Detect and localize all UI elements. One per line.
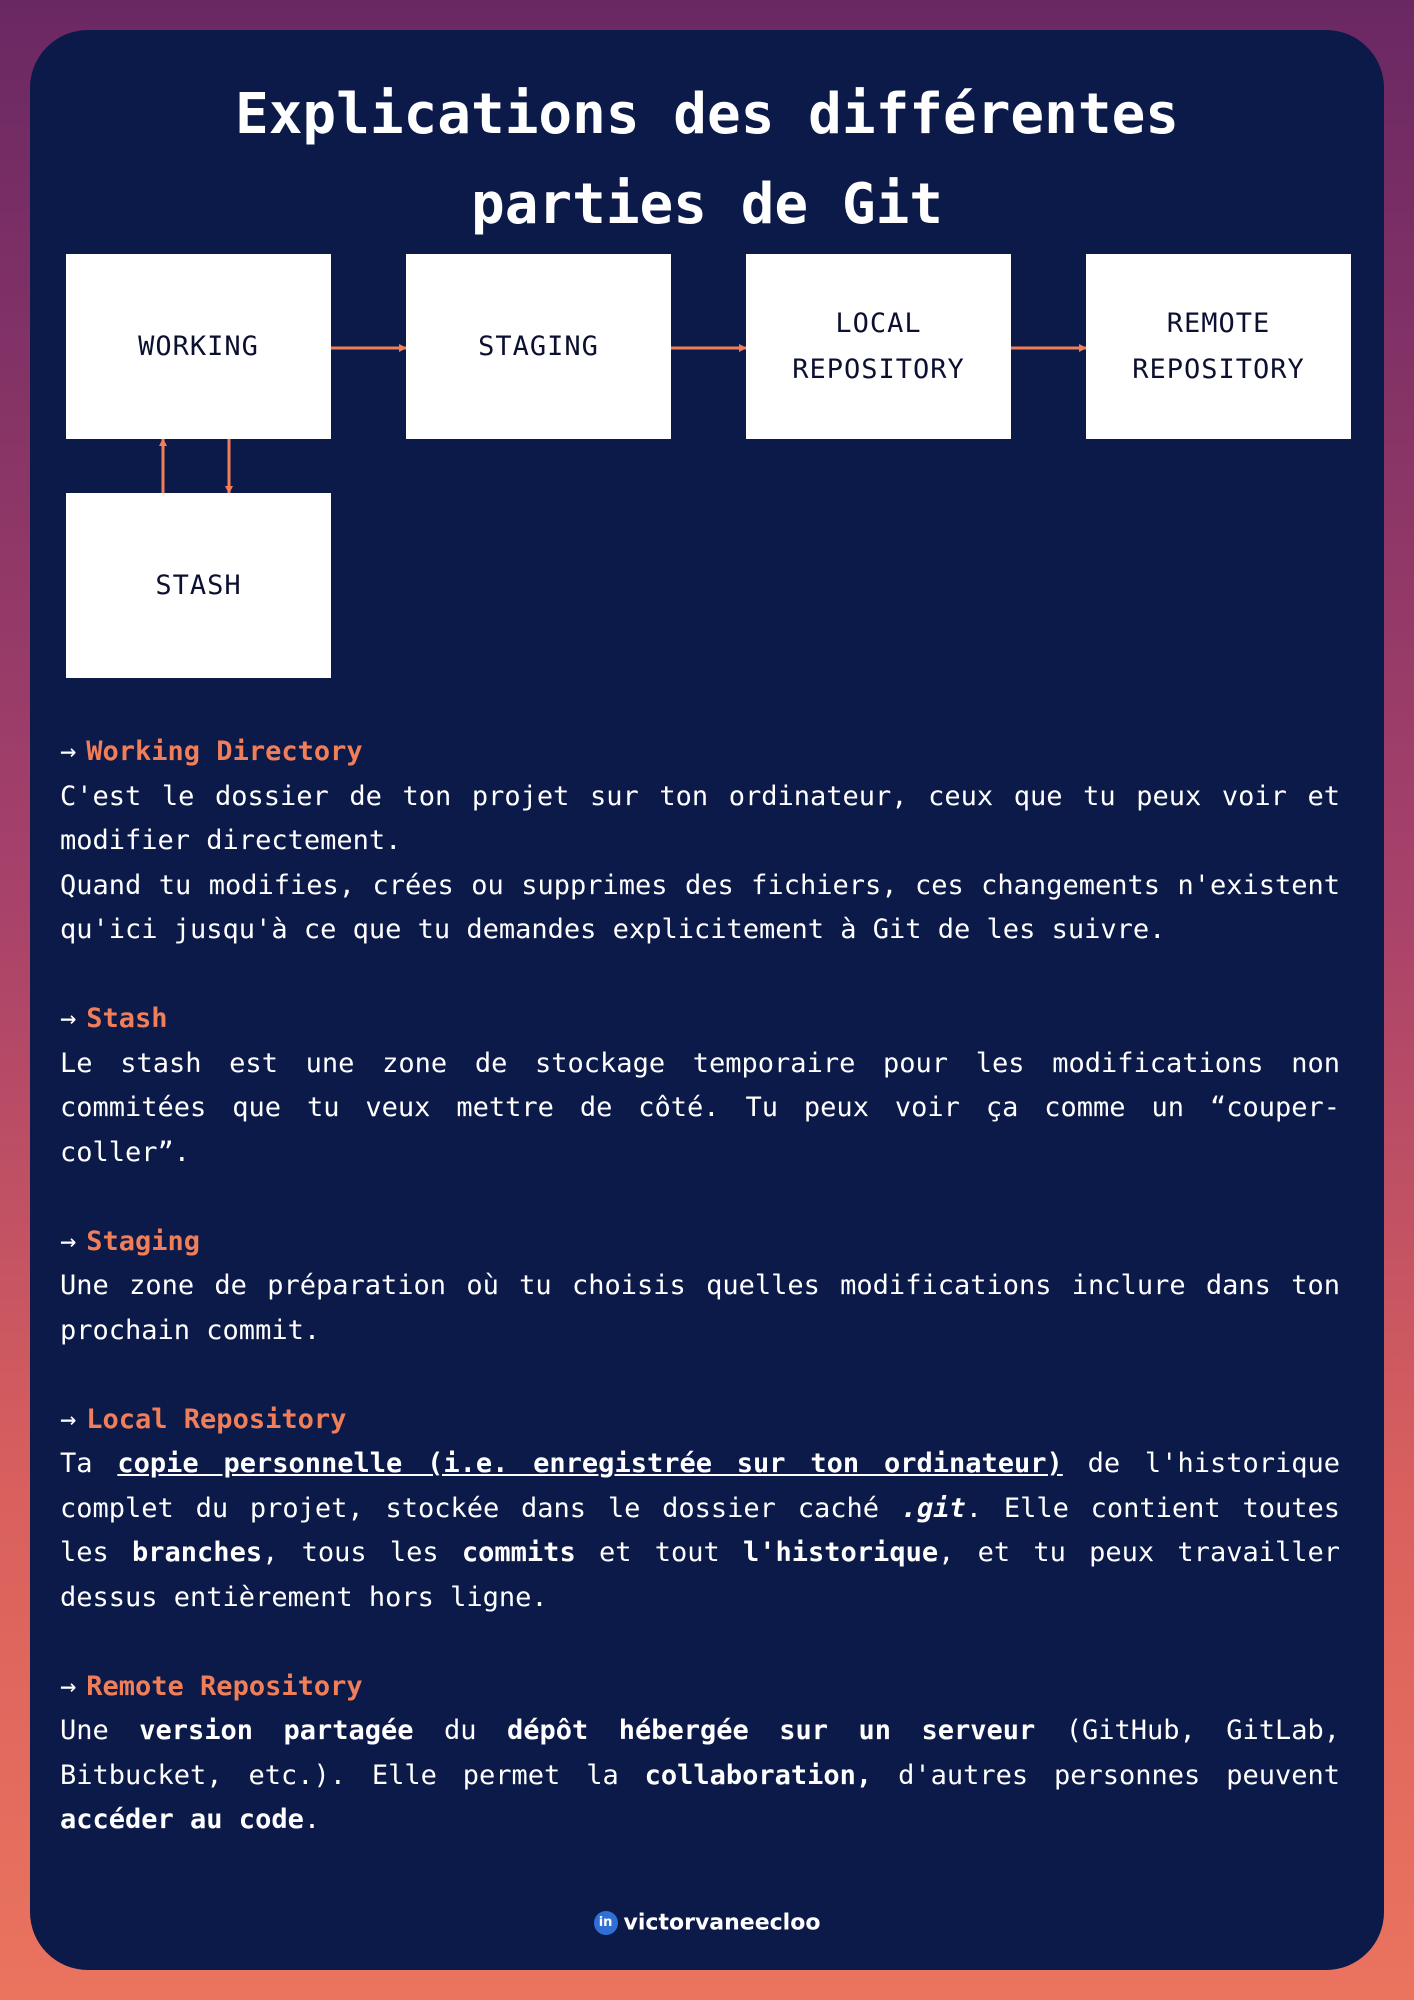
text-run: Ta [60,1448,118,1479]
section-paragraph [60,864,1340,953]
text-run: de l'historique complet du projet, stockée dans le dossier caché [60,1448,1340,1524]
text-run: Le stash est une zone de stockage temporaire pour les modifications non commitées que tu veux mettre de côté. Tu peux voir ça comme un “couper-coller”. [60,1047,1340,1168]
arrow-icon: → [60,1403,77,1435]
section-title: Working Directory [86,736,363,767]
box-stash-label: STASH [155,569,242,601]
text-run: . Elle contient toutes les [60,1492,1341,1568]
title-line-2: parties de Git [470,172,943,237]
section-paragraph [60,775,1340,864]
section-title: Remote Repository [86,1670,363,1702]
text-run: d'autres personnes peuvent [872,1759,1340,1791]
arrow-icon: → [60,1003,77,1034]
text-run: version partagée [139,1715,414,1746]
box-local-repository [746,254,1011,439]
section [60,1398,1340,1621]
sections [60,730,1340,1887]
box-staging [406,254,671,439]
section-paragraph [60,1264,1340,1353]
text-run: branches [132,1537,263,1568]
section-title: Stash [86,1003,168,1034]
text-run: , tous les [262,1537,462,1568]
text-run: et tout [575,1537,744,1568]
section-heading [60,997,1340,1042]
section-paragraph [60,1442,1340,1620]
section-paragraph [60,1709,1340,1843]
box-local-label-line-2: REPOSITORY [792,353,965,385]
box-staging-label: STAGING [478,330,599,362]
section-paragraph [60,1042,1340,1176]
text-run: (GitHub, GitLab, Bitbucket, etc.). Elle permet la [60,1715,1340,1791]
text-run: collaboration, [644,1759,873,1791]
footer [30,1910,1384,1936]
box-remote-label-line-1: REMOTE [1166,307,1271,339]
footer-handle: victorvaneecloo [623,1910,821,1936]
card [30,30,1384,1970]
arrow-icon: → [60,1670,77,1702]
box-stash [66,493,331,678]
section-heading [60,1398,1340,1443]
text-run: dépôt hébergée sur un serveur [506,1715,1036,1746]
box-remote-label-line-2: REPOSITORY [1132,353,1305,385]
section [60,730,1340,953]
arrow-icon: → [60,736,77,767]
arrow-icon: → [60,1225,77,1257]
text-run: Une [60,1715,140,1746]
section-heading [60,730,1340,775]
section-heading [60,1220,1340,1265]
title-line-1: Explications des différentes [234,82,1179,147]
text-run: , et tu peux travailler dessus entièrement hors ligne. [60,1537,1340,1613]
text-run: Quand tu modifies, crées ou supprimes des fichiers, ces changements n'existent qu'ici jusqu'à ce que tu demandes explicitement à Git de les suivre. [60,869,1340,945]
linkedin-icon: in [594,1911,618,1935]
text-run: accéder au code [60,1804,304,1835]
box-working [66,254,331,439]
box-remote-repository [1086,254,1351,439]
text-run: Une zone de préparation où tu choisis quelles modifications inclure dans ton prochain commit. [60,1270,1340,1346]
text-run: du [413,1715,507,1746]
box-working-label: WORKING [138,330,259,362]
text-run: . [303,1804,321,1835]
text-run: C'est le dossier de ton projet sur ton ordinateur, ceux que tu peux voir et modifier directement. [60,780,1340,856]
section [60,1665,1340,1843]
text-run: commits [461,1537,576,1568]
section [60,997,1340,1175]
text-run: l'historique [743,1537,939,1568]
box-local-label-line-1: LOCAL [835,307,922,339]
section [60,1220,1340,1354]
section-title: Staging [86,1225,201,1257]
text-run: .git [900,1492,966,1524]
text-run: copie personnelle (i.e. enregistrée sur ton ordinateur) [117,1448,1063,1479]
section-title: Local Repository [86,1403,347,1435]
section-heading [60,1665,1340,1710]
